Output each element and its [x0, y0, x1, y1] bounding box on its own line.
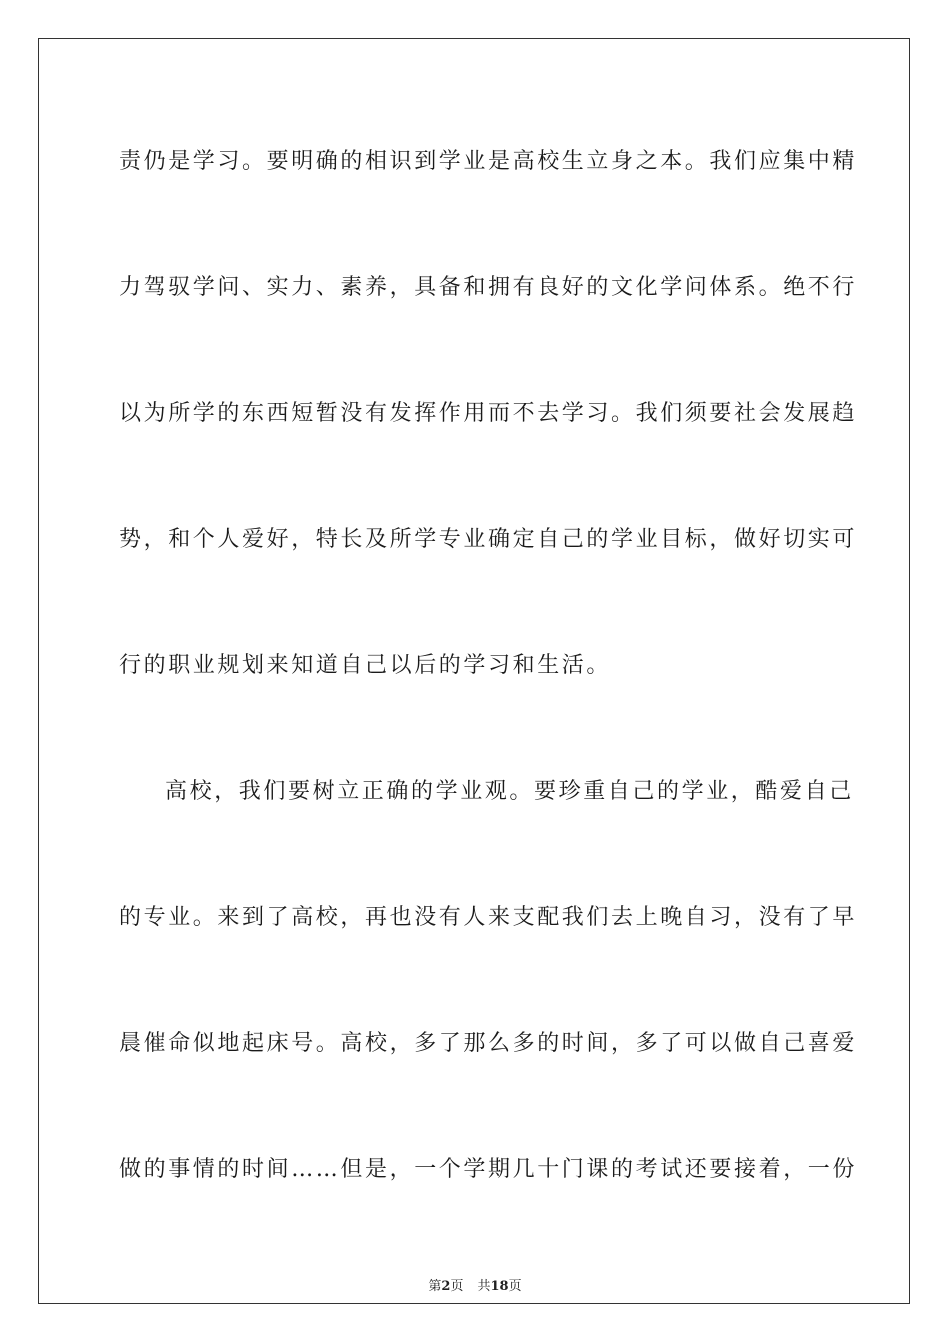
page-frame: [38, 38, 910, 1304]
paragraph-line-8: 晨催命似地起床号。高校，多了那么多的时间，多了可以做自己喜爱: [119, 1031, 858, 1056]
paragraph-line-6: 高校，我们要树立正确的学业观。要珍重自己的学业，酷爱自己: [165, 779, 854, 804]
paragraph-line-9: 做的事情的时间……但是，一个学期几十门课的考试还要接着，一份: [119, 1157, 858, 1182]
page-suffix: 页: [450, 1279, 464, 1294]
total-prefix: 共: [477, 1279, 491, 1294]
paragraph-line-5: 行的职业规划来知道自己以后的学习和生活。: [119, 653, 612, 678]
page-footer: [39, 1279, 911, 1295]
page-prefix: 第: [428, 1279, 442, 1294]
total-suffix: 页: [508, 1279, 522, 1294]
document-body: [119, 149, 858, 1283]
paragraph-line-4: 势，和个人爱好，特长及所学专业确定自己的学业目标，做好切实可: [119, 527, 858, 552]
paragraph-line-1: 责仍是学习。要明确的相识到学业是高校生立身之本。我们应集中精: [119, 149, 858, 174]
paragraph-line-7: 的专业。来到了高校，再也没有人来支配我们去上晚自习，没有了早: [119, 905, 858, 930]
paragraph-line-2: 力驾驭学问、实力、素养，具备和拥有良好的文化学问体系。绝不行: [119, 275, 858, 300]
paragraph-line-3: 以为所学的东西短暂没有发挥作用而不去学习。我们须要社会发展趋: [119, 401, 858, 426]
page-number: 2: [441, 1279, 451, 1294]
total-pages: 18: [490, 1279, 509, 1294]
